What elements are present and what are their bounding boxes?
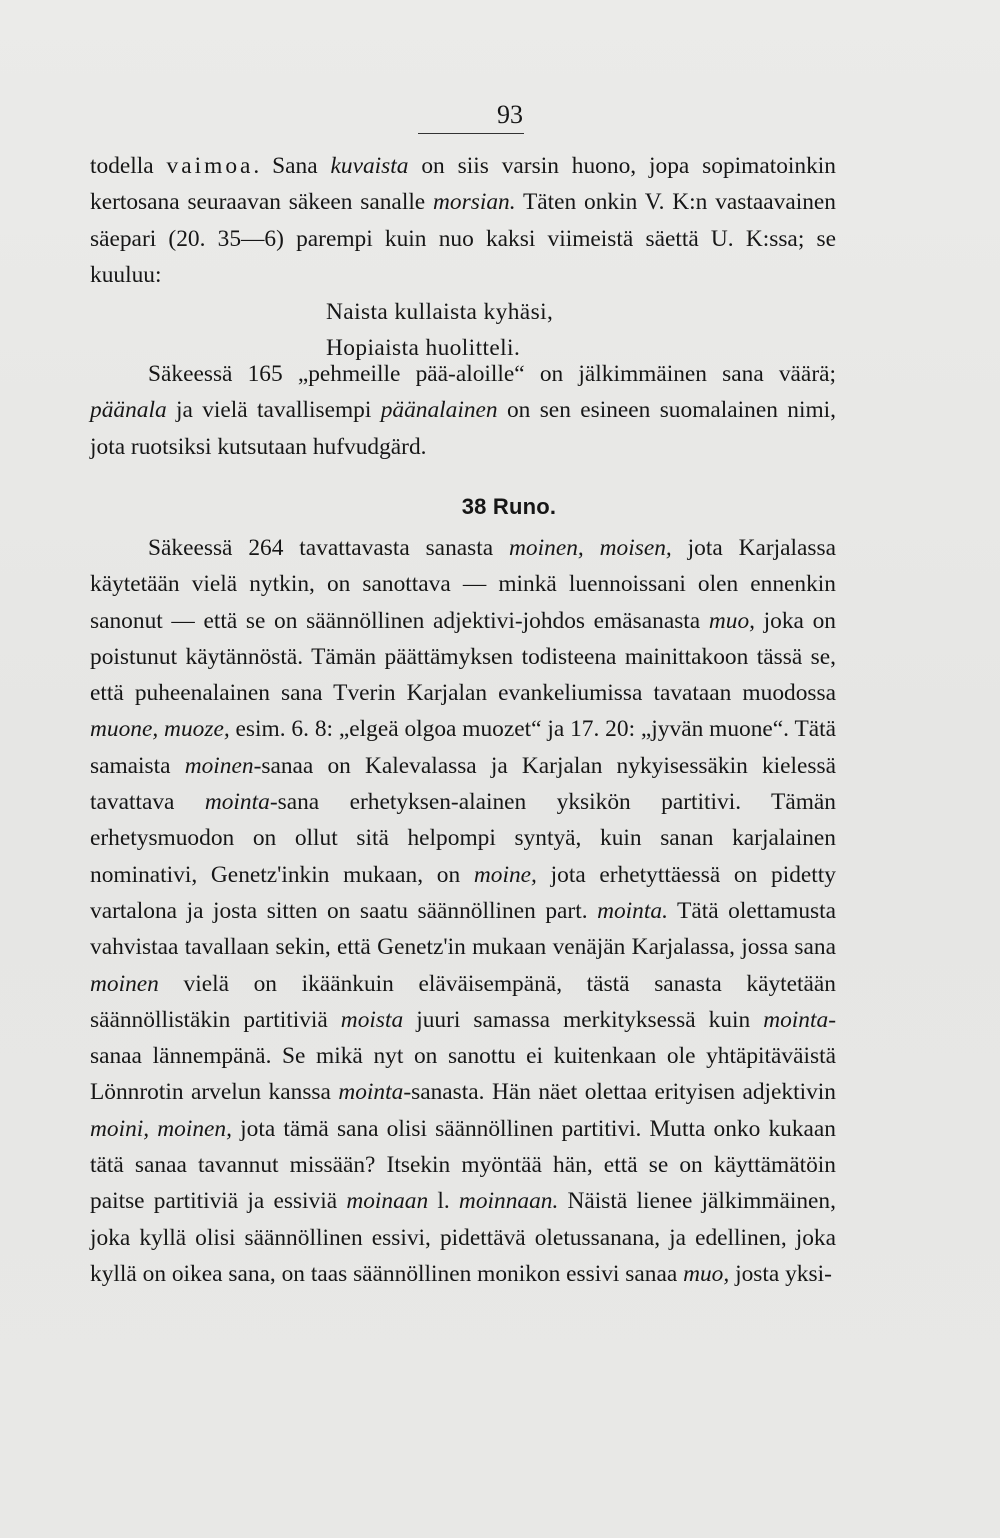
italic-word: mointa: [338, 1079, 404, 1106]
text-run: -sanasta. Hän näet olettaa erityisen adjektivin: [403, 1079, 836, 1106]
italic-word: moinnaan.: [458, 1188, 559, 1215]
italic-word: päänala: [90, 397, 167, 424]
text-run: esim. 6. 8: „elgeä olgoa muozet“ ja 17. 20: „jyvän muone“. Tätä samaista: [90, 716, 837, 779]
verse-line-2: Hopiaista huolitteli.: [326, 335, 521, 361]
page-number: 93: [497, 100, 523, 129]
text-run: jota tämä sana olisi säännöllinen partitivi. Mutta onko kukaan tätä sanaa tavannut missään? Itsekin myöntää hän, että se on käyttämätöin paitse partitiviä ja essiviä: [90, 1115, 836, 1215]
italic-word: muo,: [683, 1260, 730, 1287]
italic-word: muo,: [708, 607, 755, 634]
text-run: Tätä olettamusta vahvistaa tavallaan sekin, että Genetz'in mukaan venäjän Karjalassa, jossa sana: [90, 897, 836, 961]
italic-word: mointa: [204, 789, 270, 816]
text-run: todella: [90, 153, 167, 179]
text-run: Täten onkin V. K:n vastaavainen säepari (20. 35—6) parempi kuin nuo kaksi viimeistä säettä U. K:ssa; se kuuluu:: [90, 189, 836, 288]
paragraph-2: [90, 356, 836, 465]
text-run: on siis varsin huono, jopa sopimatoinkin kertosana seuraavan säkeen sanalle: [90, 153, 837, 216]
text-run: -sanaa lännempänä. Se mikä nyt on sanottu ei kuitenkaan ole yhtäpitäväistä Lönnrotin arvelun kanssa: [90, 1006, 836, 1106]
text-run: Säkeessä 165 „pehmeille pää-aloille“ on jälkimmäinen sana väärä;: [148, 361, 836, 387]
text-run: jota erhetyttäessä on pidetty vartalona ja josta sitten on saatu säännöllinen part.: [90, 861, 836, 924]
italic-word: moinaan: [346, 1188, 429, 1215]
text-run: -sanaa on Kalevalassa ja Karjalan nykyisessäkin kielessä tavattava: [90, 752, 836, 816]
paragraph-3: [90, 530, 836, 1292]
italic-word: moinen: [90, 970, 159, 997]
header-rule: [418, 133, 524, 134]
spaced-word: vaimoa: [166, 153, 254, 179]
text-run: jota Karjalassa käytetään vielä nytkin, on sanottava — minkä luennoissani olen ennenkin sanonut — että se on säännöllinen adjektivi-johdos emäsanasta: [90, 535, 837, 634]
italic-word: morsian.: [433, 189, 516, 216]
text-run: . Sana: [253, 153, 331, 179]
section-heading: 38 Runo.: [461, 494, 557, 519]
text-run: on sen esineen suomalainen nimi, jota ruotsiksi kutsutaan hufvudgärd.: [90, 397, 836, 460]
italic-word: moine,: [473, 861, 537, 888]
italic-word: kuvaista: [330, 153, 409, 179]
italic-word: muone, muoze,: [90, 716, 230, 743]
text-run: josta yksi-: [729, 1260, 832, 1287]
italic-word: moista: [340, 1006, 404, 1033]
italic-word: päänalainen: [380, 397, 498, 424]
italic-word: moini, moinen,: [90, 1115, 232, 1142]
text-run: -sana erhetyksen-alainen yksikön partitivi. Tämän erhetysmuodon on ollut sitä helpompi syntyä, kuin sanan karjalainen nominativi, Genetz'inkin mukaan, on: [90, 789, 836, 888]
text-run: ja vielä tavallisempi: [166, 397, 381, 424]
italic-word: mointa: [763, 1006, 829, 1033]
verse-line-1: Naista kullaista kyhäsi,: [326, 299, 554, 325]
text-run: joka on poistunut käytännöstä. Tämän päättämyksen todisteena mainittakoon tässä se, että puheenalainen sana Tverin Karjalan evankeliumissa tavataan muodossa: [90, 607, 836, 707]
text-run: l.: [428, 1188, 459, 1215]
text-run: Säkeessä 264 tavattavasta sanasta: [148, 535, 510, 561]
text-run: Näistä lienee jälkimmäinen, joka kyllä olisi säännöllinen essivi, pidettävä oletussanana, ja edellinen, joka kyllä on oikea sana, on taas säännöllinen monikon essivi sanaa: [90, 1188, 836, 1287]
paragraph-1: [90, 148, 836, 293]
text-run: juuri samassa merkityksessä kuin: [403, 1006, 764, 1033]
italic-word: moinen: [184, 752, 254, 779]
text-run: vielä on ikäänkuin eläväisempänä, tästä sanasta käytetään säännöllistäkin partitiviä: [90, 970, 836, 1033]
italic-word: moinen, moisen,: [509, 535, 672, 561]
italic-word: mointa.: [597, 897, 668, 924]
